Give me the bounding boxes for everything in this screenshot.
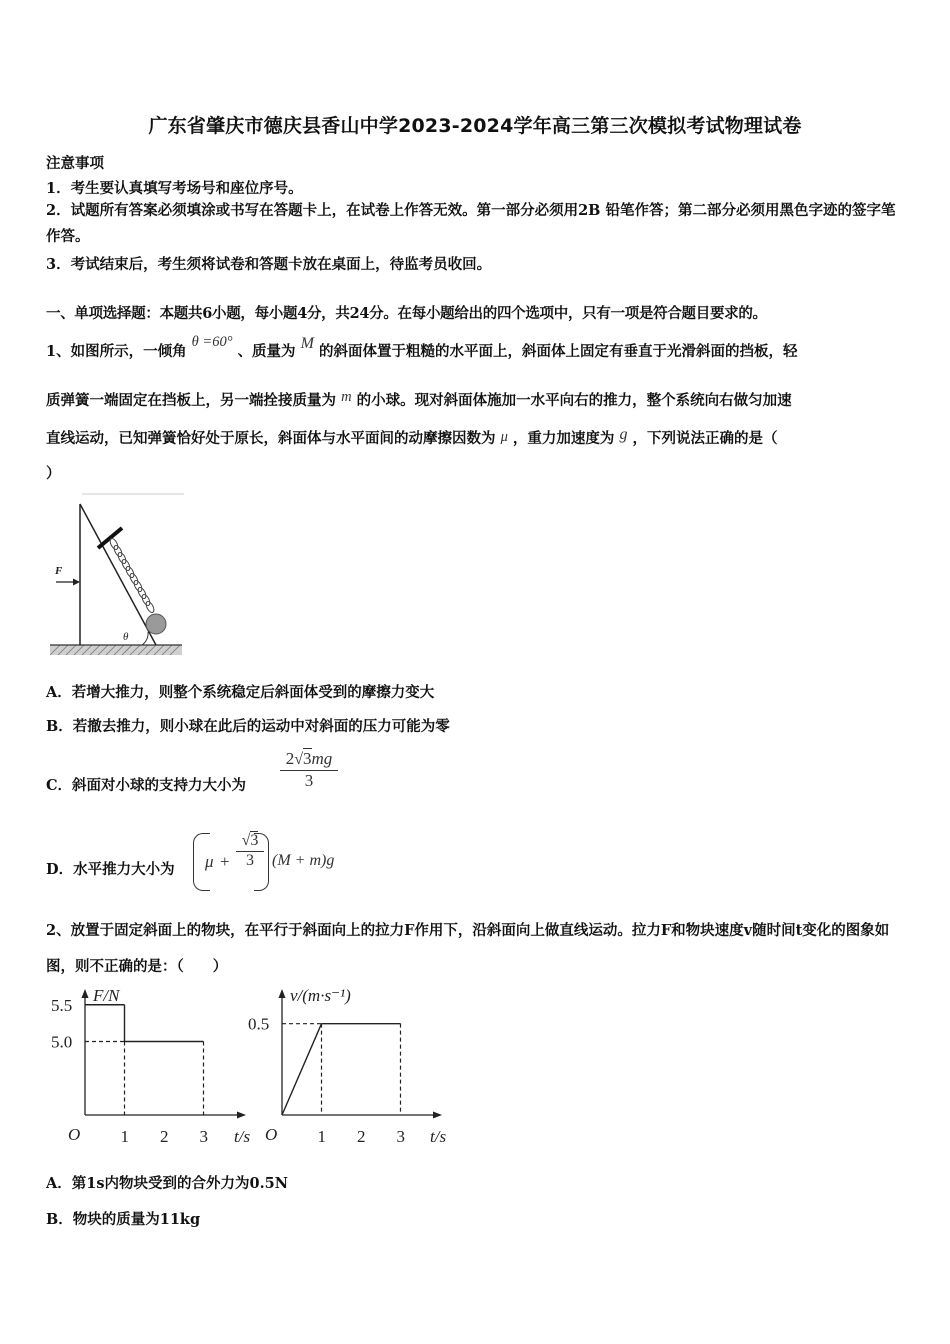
q1-line-2 [46, 389, 792, 410]
y-tick-label: 5.5 [51, 995, 73, 1015]
force-arrowhead [73, 579, 80, 586]
q1-m: m [341, 389, 352, 405]
d-denominator: 3 [246, 852, 254, 869]
q1-line-1 [46, 334, 798, 361]
x-tick-label: 3 [396, 1127, 405, 1146]
q1-option-a: A．若增大推力，则整个系统稳定后斜面体受到的摩擦力变大 [46, 684, 435, 701]
q1-incline-figure [46, 490, 186, 662]
x-tick-label: 1 [120, 1127, 129, 1146]
q1-text: 直线运动，已知弹簧恰好处于原长，斜面体与水平面间的动摩擦因数为 [46, 430, 496, 447]
theta-label: θ [123, 631, 129, 643]
origin-label: O [265, 1125, 278, 1144]
x-tick-label: 3 [199, 1127, 208, 1146]
sqrt-icon: √ [241, 832, 251, 849]
q1-line-3 [46, 427, 778, 448]
y-tick-label: 5.0 [51, 1032, 73, 1052]
c-numerator [276, 749, 342, 769]
x-tick-label: 2 [357, 1127, 366, 1146]
q1-option-c-label: C．斜面对小球的支持力大小为 [46, 777, 247, 794]
y-axis-label: F/N [93, 986, 120, 1005]
c-root: 3 [303, 749, 312, 768]
q2-option-a: A．第1s内物块受到的合外力为0.5N [46, 1175, 288, 1192]
q2-stem: 2、放置于固定斜面上的物块，在平行于斜面向上的拉力F作用下，沿斜面向上做直线运动。拉力F和物块速度v随时间t变化的图象如图，则不正确的是：（ ） [46, 922, 890, 975]
q1-mu: μ [500, 429, 508, 445]
c-mg: mg [311, 749, 333, 768]
q1-text: 的斜面体置于粗糙的水平面上，斜面体上固定有垂直于光滑斜面的挡板，轻 [319, 343, 798, 360]
q1-text: 、质量为 [237, 343, 296, 360]
origin-label: O [68, 1125, 81, 1144]
ball [146, 614, 166, 634]
q2-option-b: B．物块的质量为11kg [46, 1211, 201, 1228]
q1-text: ，重力加速度为 [512, 430, 615, 447]
x-tick-label: 1 [317, 1127, 326, 1146]
y-axis-label: v/(m·s⁻¹) [290, 986, 351, 1005]
force-label: F [55, 565, 63, 577]
d-root: 3 [250, 832, 259, 849]
q1-g: g [619, 426, 628, 443]
d-mu: μ [205, 852, 214, 871]
q1-option-d-label: D．水平推力大小为 [46, 861, 175, 878]
x-axis-arrowhead [433, 1112, 442, 1119]
section-heading: 一、单项选择题：本题共6小题，每小题4分，共24分。在每小题给出的四个选项中，只有一项是符合题目要求的。 [46, 305, 767, 322]
d-plus: + [220, 852, 230, 871]
angle-arc [142, 632, 148, 645]
y-tick-label: 0.5 [248, 1014, 270, 1034]
force-time-chart [50, 985, 255, 1145]
y-axis-arrowhead [82, 989, 89, 998]
q1-line-4: ） [46, 465, 61, 482]
q1-text: 1、如图所示，一倾角 [46, 343, 187, 360]
q1-text: ，下列说法正确的是（ [632, 430, 778, 447]
page-title: 广东省肇庆市德庆县香山中学2023-2024学年高三第三次模拟考试物理试卷 [148, 115, 802, 137]
c-coef: 2 [285, 749, 295, 768]
sqrt-icon: √ [294, 751, 303, 768]
x-axis-arrowhead [237, 1112, 246, 1119]
incline-slope [80, 504, 156, 645]
notice-item-3: 3．考试结束后，考生须将试卷和答题卡放在桌面上，待监考员收回。 [46, 256, 492, 273]
x-axis-label: t/s [430, 1127, 447, 1146]
notice-item-1: 1．考生要认真填写考场号和座位序号。 [46, 180, 303, 197]
q1-M: M [300, 335, 314, 352]
velocity-time-chart [248, 985, 452, 1146]
notice-heading: 注意事项 [46, 155, 104, 172]
q1-option-c-fraction [276, 749, 342, 791]
d-right-paren [254, 833, 269, 891]
series-line [282, 1024, 322, 1115]
baffle [98, 528, 122, 548]
q1-option-b: B．若撤去推力，则小球在此后的运动中对斜面的压力可能为零 [46, 718, 450, 735]
q1-text: 的小球。现对斜面体施加一水平向右的推力，整个系统向右做匀加速 [356, 392, 792, 409]
y-axis-arrowhead [279, 989, 286, 998]
d-tail: (M + m)g [272, 852, 335, 869]
q1-text: 质弹簧一端固定在挡板上，另一端拴接质量为 [46, 392, 336, 409]
spring [109, 537, 156, 613]
x-axis-label: t/s [234, 1127, 251, 1146]
q1-theta: θ =60° [191, 334, 233, 350]
x-tick-label: 2 [160, 1127, 169, 1146]
notice-item-2: 2．试题所有答案必须填涂或书写在答题卡上，在试卷上作答无效。第一部分必须用2B 铅笔作答；第二部分必须用黑色字迹的签字笔作答。 [46, 202, 896, 245]
c-denominator: 3 [304, 771, 314, 790]
